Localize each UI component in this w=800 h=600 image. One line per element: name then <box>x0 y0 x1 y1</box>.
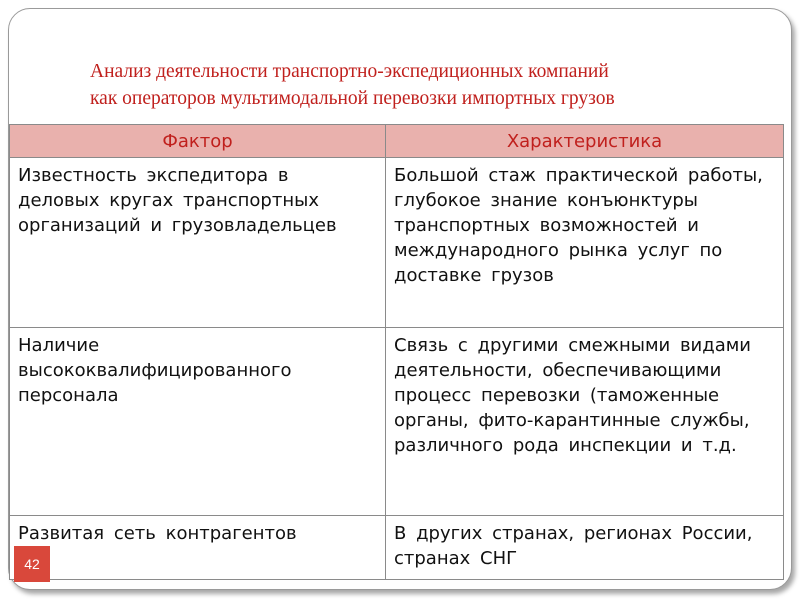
table-row <box>10 158 784 328</box>
factor-cell: Наличие высококвалифицированного персонала <box>10 328 386 516</box>
slide-title <box>90 58 770 112</box>
table-row <box>10 516 784 580</box>
slide-title-line-2: как операторов мультимодальной перевозки импортных грузов <box>90 88 615 109</box>
slide-title-line-1: Анализ деятельности транспортно-экспедиционных компаний <box>90 61 609 82</box>
table-header-row <box>10 125 784 158</box>
header-factor: Фактор <box>10 125 386 158</box>
factors-table <box>9 124 784 580</box>
characteristic-cell: Связь с другими смежными видами деятельности, обеспечивающими процесс перевозки (таможенные органы, фито-карантинные службы, различного рода инспекции и т.д. <box>386 328 784 516</box>
characteristic-cell: Большой стаж практической работы, глубокое знание конъюнктуры транспортных возможностей и международного рынка услуг по доставке грузов <box>386 158 784 328</box>
table-row <box>10 328 784 516</box>
factor-cell: Развитая сеть контрагентов <box>10 516 386 580</box>
header-characteristic: Характеристика <box>386 125 784 158</box>
characteristic-cell: В других странах, регионах России, странах СНГ <box>386 516 784 580</box>
factor-cell: Известность экспедитора в деловых кругах транспортных организаций и грузовладельцев <box>10 158 386 328</box>
page-number-badge: 42 <box>14 546 50 582</box>
